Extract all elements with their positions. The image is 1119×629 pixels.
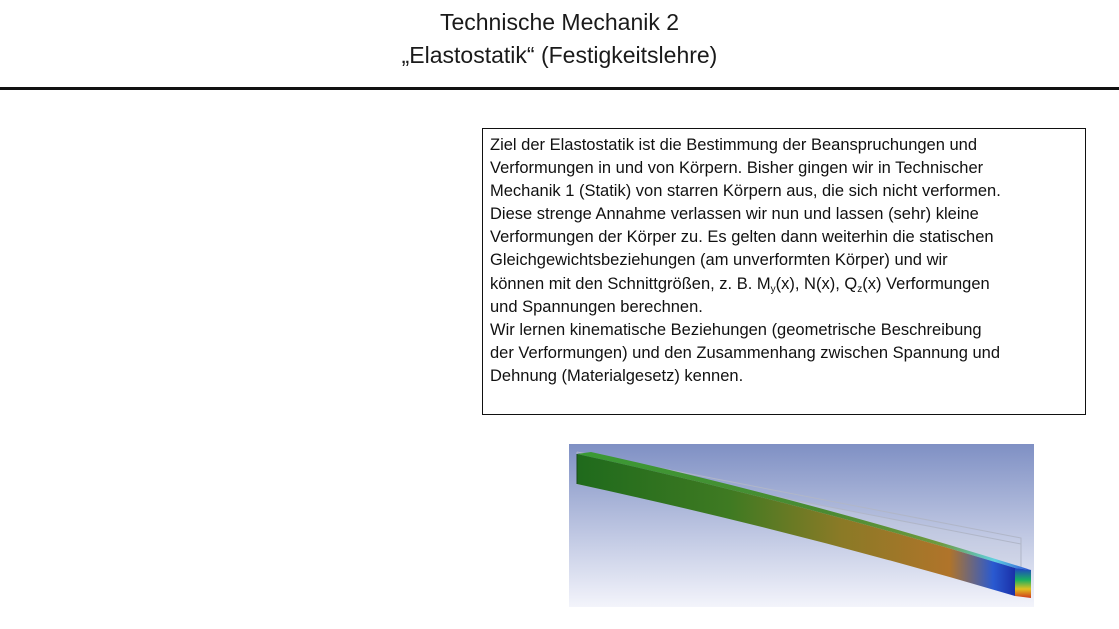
beam-simulation-image xyxy=(569,444,1034,607)
intro-text-box xyxy=(482,128,1086,415)
intro-line: Dehnung (Materialgesetz) kennen. xyxy=(490,366,744,385)
intro-text-fragment: (x), N(x), Q xyxy=(775,274,858,293)
intro-line-section-forces xyxy=(490,273,1078,296)
intro-line: Diese strenge Annahme verlassen wir nun und lassen (sehr) kleine xyxy=(490,205,979,224)
intro-line: der Verformungen) und den Zusammenhang zwischen Spannung und xyxy=(490,343,1001,362)
intro-line: Gleichgewichtsbeziehungen (am unverformten Körper) und wir xyxy=(490,251,948,270)
intro-line: und Spannungen berechnen. xyxy=(490,297,703,316)
subscript-z: z xyxy=(857,283,863,295)
beam-deformation-figure xyxy=(569,444,1034,607)
title-divider xyxy=(0,87,1119,90)
intro-line: Ziel der Elastostatik ist die Bestimmung der Beanspruchungen und xyxy=(490,136,978,154)
deformed-beam-end-face xyxy=(1015,568,1031,598)
intro-text-fragment: können mit den Schnittgrößen, z. B. M xyxy=(490,274,771,293)
intro-line: Verformungen in und von Körpern. Bisher gingen wir in Technischer xyxy=(490,159,984,178)
slide-title xyxy=(0,6,1119,72)
title-line-2: „Elastostatik“ (Festigkeitslehre) xyxy=(401,42,718,68)
intro-line: Wir lernen kinematische Beziehungen (geometrische Beschreibung xyxy=(490,320,982,339)
intro-line: Mechanik 1 (Statik) von starren Körpern aus, die sich nicht verformen. xyxy=(490,182,1001,201)
title-line-1: Technische Mechanik 2 xyxy=(439,9,680,35)
intro-text-fragment: (x) Verformungen xyxy=(862,274,990,293)
intro-line: Verformungen der Körper zu. Es gelten dann weiterhin die statischen xyxy=(490,228,994,247)
subscript-y: y xyxy=(770,283,776,295)
